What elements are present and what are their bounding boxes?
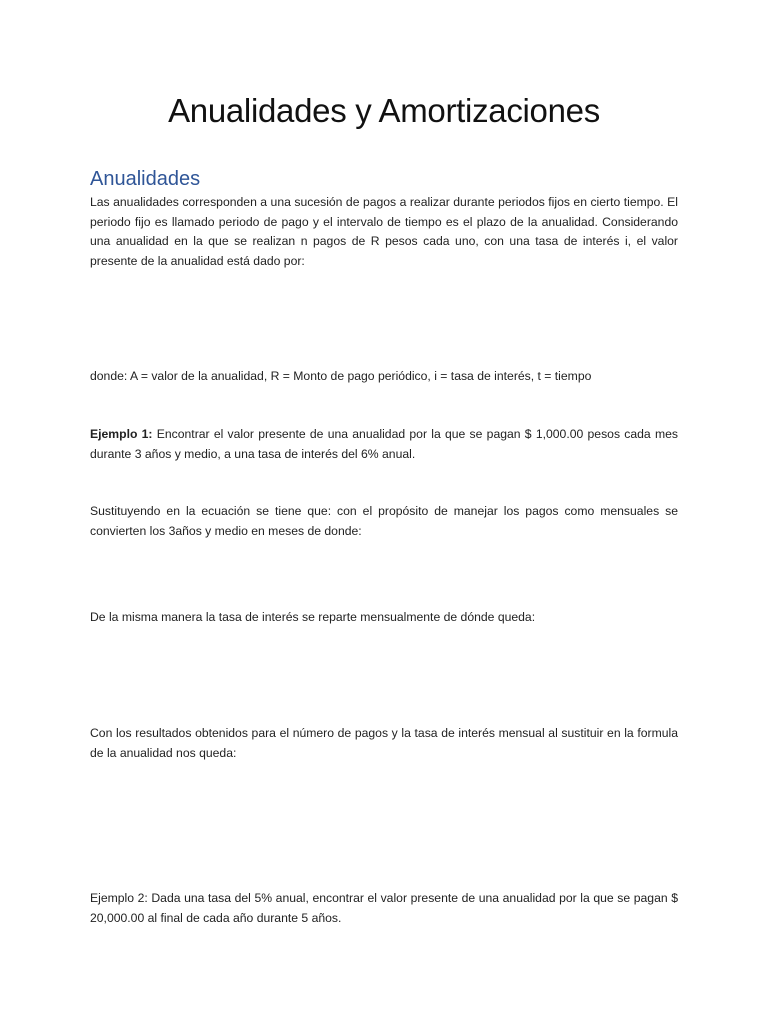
rate-paragraph: De la misma manera la tasa de interés se reparte mensualmente de dónde queda: [90,610,536,624]
example-2-paragraph: Ejemplo 2: Dada una tasa del 5% anual, encontrar el valor presente de una anualidad por la que se pagan $ 20,000.00 al final de cada año durante 5 años. [90,891,678,925]
document-title: Anualidades y Amortizaciones [168,92,600,129]
results-paragraph: Con los resultados obtenidos para el número de pagos y la tasa de interés mensual al sustituir en la formula de la anualidad nos queda: [90,726,678,760]
example-1-label: Ejemplo 1: [90,427,153,441]
definitions-paragraph: donde: A = valor de la anualidad, R = Monto de pago periódico, i = tasa de interés, t = tiempo [90,369,592,383]
substitution-paragraph: Sustituyendo en la ecuación se tiene que: con el propósito de manejar los pagos como mensuales se convierten los 3años y medio en meses de donde: [90,504,678,538]
section-heading: Anualidades [90,168,201,190]
example-1-text: Encontrar el valor presente de una anualidad por la que se pagan $ 1,000.00 pesos cada mes durante 3 años y medio, a una tasa de interés del 6% anual. [90,427,678,461]
example-1-paragraph [90,425,678,464]
intro-paragraph: Las anualidades corresponden a una sucesión de pagos a realizar durante periodos fijos en cierto tiempo. El periodo fijo es llamado periodo de pago y el intervalo de tiempo es el plazo de la anualidad. Considerando una anualidad en la que se realizan n pagos de R pesos cada uno, con una tasa de interés i, el valor presente de la anualidad está dado por: [90,195,678,268]
